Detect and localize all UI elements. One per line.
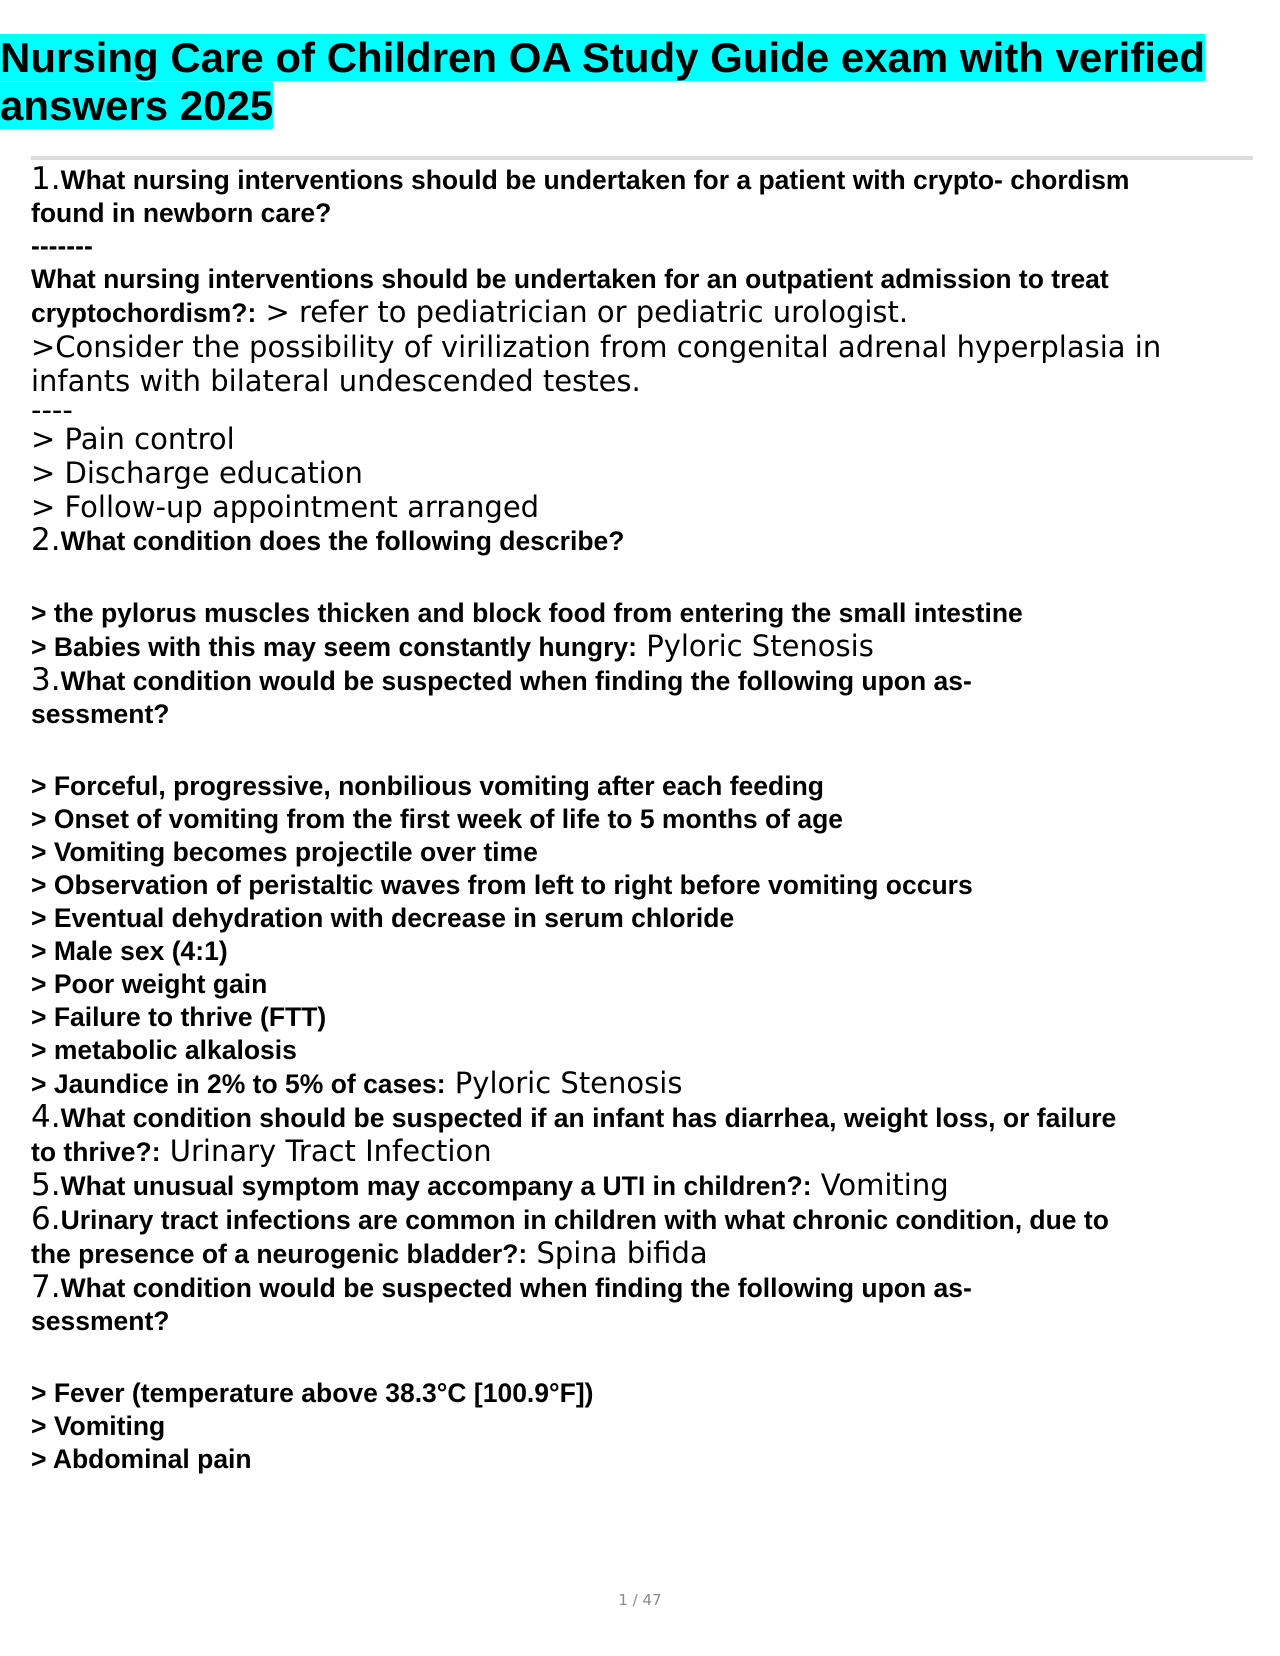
question-2-line-2: > the pylorus muscles thicken and block food from entering the small intestine bbox=[31, 598, 1023, 628]
question-text: What nursing interventions should be undertaken for a patient with crypto- chordism bbox=[60, 165, 1130, 195]
question-7 bbox=[31, 1271, 1256, 1476]
answer-text: > refer to pediatrician or pediatric urologist. bbox=[256, 295, 909, 329]
answer-text: Vomiting bbox=[811, 1168, 949, 1202]
question-number: 5. bbox=[31, 1167, 61, 1203]
question-text: > Jaundice in 2% to 5% of cases: bbox=[31, 1069, 446, 1099]
list-item: > Failure to thrive (FTT) bbox=[31, 1002, 327, 1032]
question-2 bbox=[31, 524, 1256, 664]
question-1-line-1 bbox=[31, 163, 1256, 197]
answer-text: Urinary Tract Infection bbox=[160, 1134, 492, 1168]
list-item: > Vomiting bbox=[31, 1411, 166, 1441]
question-4-line-1 bbox=[31, 1101, 1256, 1135]
question-number: 1. bbox=[31, 161, 61, 197]
list-item: > Forceful, progressive, nonbilious vomiting after each feeding bbox=[31, 771, 824, 801]
question-1-line-2: found in newborn care? bbox=[31, 198, 332, 228]
question-3 bbox=[31, 664, 1256, 1101]
question-3-line-2: sessment? bbox=[31, 699, 170, 729]
answer-line: > Pain control bbox=[31, 422, 235, 456]
page-number: 1 / 47 bbox=[618, 1591, 662, 1609]
question-text: What unusual symptom may accompany a UTI in children?: bbox=[60, 1171, 812, 1201]
question-text: cryptochordism?: bbox=[31, 298, 257, 328]
question-number: 7. bbox=[31, 1269, 61, 1305]
question-text: What condition would be suspected when finding the following upon as- bbox=[60, 666, 972, 696]
question-4-line-2 bbox=[31, 1135, 1256, 1169]
question-number: 4. bbox=[31, 1099, 61, 1135]
question-6 bbox=[31, 1203, 1256, 1271]
list-item: > Onset of vomiting from the first week of life to 5 months of age bbox=[31, 804, 844, 834]
separator-dashes: ------- bbox=[31, 231, 93, 261]
question-number: 2. bbox=[31, 522, 61, 558]
question-5 bbox=[31, 1169, 1256, 1203]
list-item: > metabolic alkalosis bbox=[31, 1035, 297, 1065]
list-item: > Abdominal pain bbox=[31, 1444, 252, 1474]
question-2-line-3 bbox=[31, 630, 1256, 664]
separator-dashes: ---- bbox=[31, 393, 73, 427]
document-title bbox=[0, 34, 1230, 130]
question-3-line-1 bbox=[31, 664, 1256, 698]
document-body bbox=[31, 163, 1256, 1476]
title-divider bbox=[31, 156, 1253, 160]
question-number: 6. bbox=[31, 1201, 61, 1237]
list-item bbox=[31, 1067, 1256, 1101]
question-text: What condition should be suspected if an infant has diarrhea, weight loss, or failure bbox=[60, 1103, 1117, 1133]
list-item: > Poor weight gain bbox=[31, 969, 268, 999]
question-5-line-1 bbox=[31, 1169, 1256, 1203]
answer-line: infants with bilateral undescended testes. bbox=[31, 364, 641, 398]
question-text: > Babies with this may seem constantly hungry: bbox=[31, 632, 637, 662]
list-item: > Vomiting becomes projectile over time bbox=[31, 837, 538, 867]
list-item: > Eventual dehydration with decrease in serum chloride bbox=[31, 903, 735, 933]
question-1b-line-1: What nursing interventions should be undertaken for an outpatient admission to treat bbox=[31, 264, 1109, 294]
title-highlight: Nursing Care of Children OA Study Guide exam with verified answers 2025 bbox=[0, 34, 1205, 129]
answer-line: >Consider the possibility of virilization from congenital adrenal hyperplasia in bbox=[31, 330, 1162, 364]
question-text: the presence of a neurogenic bladder?: bbox=[31, 1239, 528, 1269]
answer-text: Pyloric Stenosis bbox=[636, 629, 874, 663]
question-6-line-1 bbox=[31, 1203, 1256, 1237]
question-1 bbox=[31, 163, 1256, 524]
question-7-line-2: sessment? bbox=[31, 1306, 170, 1336]
question-number: 3. bbox=[31, 662, 61, 698]
question-2-line-1 bbox=[31, 524, 1256, 558]
question-4 bbox=[31, 1101, 1256, 1169]
question-1b-line-2 bbox=[31, 296, 1256, 330]
question-text: Urinary tract infections are common in children with what chronic condition, due to bbox=[60, 1205, 1109, 1235]
list-item: > Observation of peristaltic waves from left to right before vomiting occurs bbox=[31, 870, 973, 900]
question-text: What condition would be suspected when finding the following upon as- bbox=[60, 1273, 972, 1303]
answer-text: Spina bifida bbox=[527, 1236, 708, 1270]
answer-text: Pyloric Stenosis bbox=[445, 1066, 683, 1100]
question-6-line-2 bbox=[31, 1237, 1256, 1271]
list-item: > Male sex (4:1) bbox=[31, 936, 228, 966]
list-item: > Fever (temperature above 38.3°C [100.9°F]) bbox=[31, 1378, 594, 1408]
question-7-line-1 bbox=[31, 1271, 1256, 1305]
answer-line: > Discharge education bbox=[31, 456, 363, 490]
question-text: What condition does the following describe? bbox=[60, 526, 625, 556]
question-text: to thrive?: bbox=[31, 1137, 161, 1167]
answer-line: > Follow-up appointment arranged bbox=[31, 490, 540, 524]
